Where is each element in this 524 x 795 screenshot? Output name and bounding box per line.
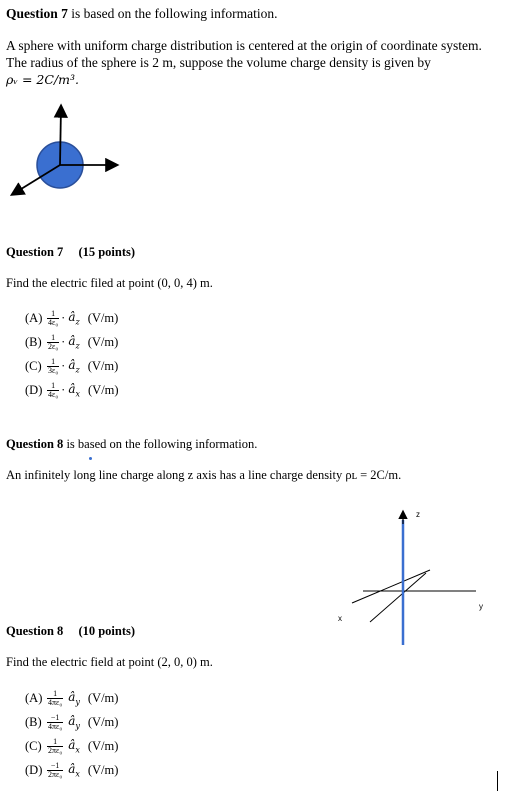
choice-label: (C) (25, 358, 42, 373)
coefficient: $\frac{1}{\text{4ε₀}}$ (48, 380, 59, 399)
choice-label: (B) (25, 334, 42, 349)
z-axis (60, 107, 61, 165)
q8-header-label: Question 8 (6, 624, 64, 638)
choice-label: (B) (25, 714, 42, 729)
unit-vector: $â_y$ (68, 689, 80, 707)
q8-header (6, 624, 135, 639)
units: (V/m) (87, 738, 119, 753)
y-axis-label: y (479, 602, 483, 611)
x-axis-label: x (338, 614, 342, 623)
q7-description-line1: A sphere with uniform charge distribution is centered at the origin of coordinate system. (6, 38, 482, 53)
q7-description (6, 37, 482, 88)
q8-intro-rest: is based on the following information. (63, 437, 258, 451)
q7-intro (6, 6, 277, 22)
coefficient: $\frac{1}{\text{4ε₀}}$ (48, 308, 59, 327)
choice-label: (A) (25, 310, 43, 325)
q7-description-line2: The radius of the sphere is 2 m, suppose the volume charge density is given by (6, 55, 431, 70)
choice-label: (D) (25, 762, 43, 777)
unit-vector: $â_x$ (68, 737, 80, 755)
q7-intro-rest: is based on the following information. (67, 6, 278, 21)
q7-header-points: (15 points) (78, 245, 136, 259)
coefficient: $\frac{1}{\text{3ε₀}}$ (48, 356, 59, 375)
q7-header-label: Question 7 (6, 245, 64, 259)
line-charge-figure (330, 500, 500, 650)
unit-vector: $â_z$ (68, 357, 80, 375)
text-cursor (497, 771, 498, 791)
q7-choice-a[interactable]: (A) $\frac{1}{\text{4ε₀}}$ · $â_z$ (V/m) (25, 308, 119, 327)
coefficient: $\frac{1}{\text{2ε₀}}$ (48, 332, 59, 351)
units: (V/m) (87, 690, 119, 705)
units: (V/m) (87, 762, 119, 777)
choice-label: (A) (25, 690, 43, 705)
diagonal-axis (370, 573, 426, 622)
unit-vector: $â_z$ (68, 309, 80, 327)
q7-header (6, 245, 135, 260)
q7-choice-b[interactable]: (B) $\frac{1}{\text{2ε₀}}$ · $â_z$ (V/m) (25, 332, 119, 351)
q8-choice-b[interactable] (25, 710, 118, 734)
q7-prompt: Find the electric filed at point (0, 0, 4) m. (6, 276, 213, 290)
units: (V/m) (88, 382, 119, 397)
unit-vector: $â_x$ (68, 381, 80, 399)
q8-choice-c[interactable] (25, 734, 118, 758)
q7-intro-bold: Question 7 (6, 6, 68, 21)
units: (V/m) (87, 334, 119, 349)
q7-description-line3: ρᵥ = 2C/m³. (6, 72, 79, 87)
unit-vector: $â_z$ (68, 333, 80, 351)
q8-header-points: (10 points) (78, 624, 136, 638)
stray-dot (89, 457, 92, 460)
units: (V/m) (87, 358, 119, 373)
q7-choice-c[interactable]: (C) $\frac{1}{\text{3ε₀}}$ · $â_z$ (V/m) (25, 356, 119, 375)
q7-choice-d[interactable]: (D) $\frac{1}{\text{4ε₀}}$ · $â_x$ (V/m) (25, 380, 119, 399)
unit-vector: $â_x$ (68, 761, 80, 779)
units: (V/m) (87, 714, 119, 729)
units: (V/m) (87, 310, 119, 325)
q8-prompt: Find the electric field at point (2, 0, 0) m. (6, 655, 213, 669)
sphere-figure (0, 95, 140, 205)
coefficient: $\frac{1}{\text{4πε₀}}$ (48, 688, 63, 707)
coefficient: $\frac{1}{\text{2πε₀}}$ (48, 736, 63, 755)
unit-vector: $â_y$ (68, 713, 80, 731)
choice-label: (C) (25, 738, 42, 753)
q8-choice-d[interactable] (25, 758, 118, 782)
q8-description: An infinitely long line charge along z axis has a line charge density ρʟ = 2C/m. (6, 468, 402, 482)
x-axis (352, 570, 430, 603)
z-axis-label: z (416, 510, 420, 519)
coefficient: $\frac{-1}{\text{4πε₀}}$ (48, 712, 63, 731)
q8-intro (6, 437, 257, 452)
choice-label: (D) (25, 382, 43, 397)
q8-intro-bold: Question 8 (6, 437, 64, 451)
q8-choice-a[interactable] (25, 686, 118, 710)
coefficient: $\frac{-1}{\text{2πε₀}}$ (48, 760, 63, 779)
